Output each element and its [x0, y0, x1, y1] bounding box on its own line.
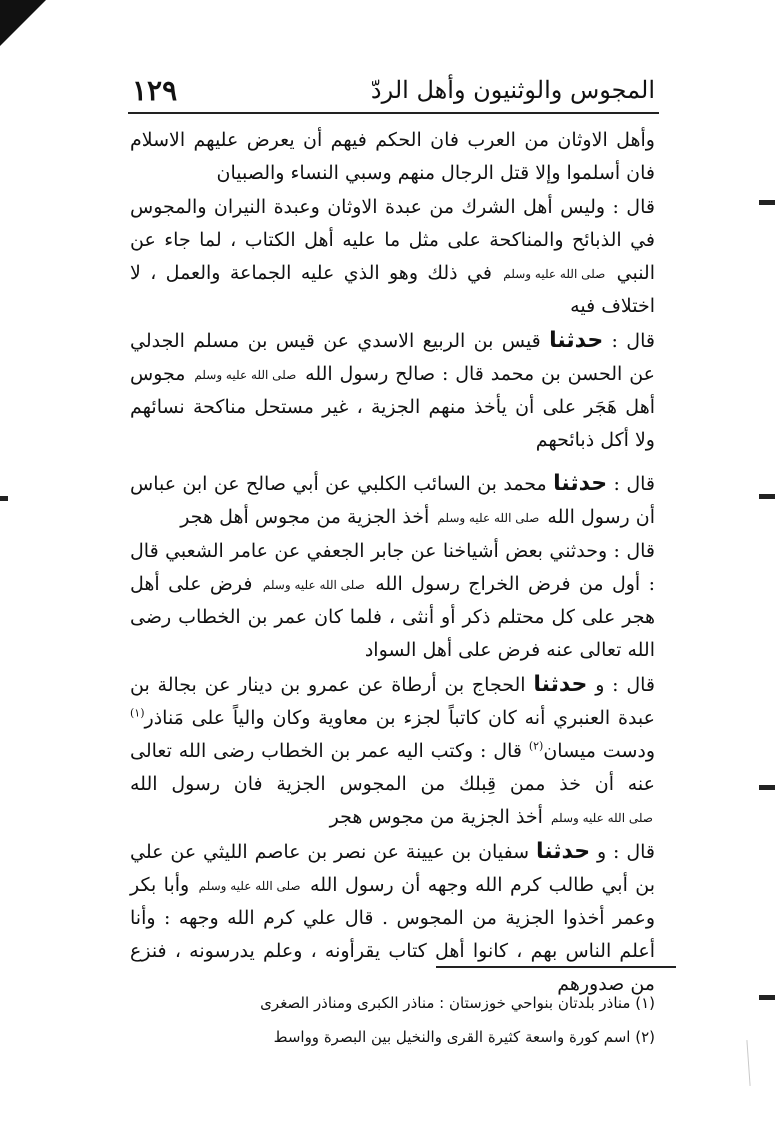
text-run: وأهل الاوثان من العرب فان الحكم فيهم أن يعرض عليهم الاسلام فان أسلموا وإلا قتل الرجال منهم وسبي النساء والصبيان	[130, 129, 655, 184]
text-run: قال : وكتب اليه عمر بن الخطاب رضى الله تعالى عنه أن خذ ممن قِبلك من المجوس الجزية فان رسول الله	[130, 740, 656, 795]
hadith-keyword: حدثنا	[533, 672, 588, 697]
paragraph	[130, 467, 655, 534]
text-run: أخذ الجزية من مجوس هجر	[329, 806, 549, 828]
salutation-ligature: صلى الله عليه وسلم	[503, 267, 606, 281]
scan-corner-mark	[0, 0, 46, 46]
text-run: أخذ الجزية من مجوس أهل هجر	[180, 506, 436, 528]
footnote-1: (١) مناذر بلدتان بنواحي خوزستان : مناذر الكبرى ومناذر الصغرى	[260, 994, 655, 1012]
text-run: ودست ميسان	[543, 740, 656, 762]
paragraph	[130, 191, 655, 323]
text-run: في ذلك وهو الذي عليه الجماعة والعمل ، لا اختلاف فيه	[130, 262, 655, 317]
text-run: قال :	[607, 473, 655, 495]
margin-mark	[759, 785, 775, 790]
footnote-rule	[436, 966, 676, 968]
text-run: الحجاج بن أرطاة عن عمرو بن دينار عن بجالة بن عبدة العنبري أنه كان كاتباً لجزء بن معاوية وكان والياً على مَناذر	[130, 674, 655, 729]
footnotes	[250, 986, 655, 1054]
scan-scratch	[746, 1040, 750, 1086]
paragraph	[130, 535, 655, 667]
hadith-keyword: حدثنا	[536, 839, 591, 864]
salutation-ligature: صلى الله عليه وسلم	[437, 511, 540, 525]
margin-mark	[0, 496, 8, 501]
paragraph	[130, 324, 655, 457]
salutation-ligature: صلى الله عليه وسلم	[194, 368, 297, 382]
text-run: قال : و	[587, 674, 656, 696]
margin-mark	[759, 995, 775, 1000]
salutation-ligature: صلى الله عليه وسلم	[198, 879, 301, 893]
page-header	[132, 70, 655, 110]
salutation-ligature: صلى الله عليه وسلم	[262, 578, 365, 592]
main-text	[130, 124, 655, 1002]
paragraph	[130, 835, 655, 1001]
text-run: سفيان بن عيينة عن نصر بن عاصم الليثي عن علي بن أبي طالب كرم الله وجهه أن رسول الله	[130, 841, 656, 896]
text-run: قيس بن الربيع الاسدي عن قيس بن مسلم الجدلي عن الحسن بن محمد قال : صالح رسول الله	[130, 330, 655, 385]
salutation-ligature: صلى الله عليه وسلم	[551, 811, 653, 825]
text-run: قال : و	[590, 841, 655, 863]
text-run: مجوس أهل هَجَر على أن يأخذ منهم الجزية ، غير مستحل مناكحة نسائهم ولا أكل ذبائحهم	[130, 363, 655, 451]
text-run: قال : وحدثني بعض أشياخنا عن جابر الجعفي عن عامر الشعبي قال : أول من فرض الخراج رسول الله	[130, 540, 655, 595]
hadith-keyword: حدثنا	[553, 471, 608, 496]
header-rule	[128, 112, 659, 114]
paragraph	[130, 124, 655, 190]
footnote-ref: (١)	[130, 706, 145, 720]
hadith-keyword: حدثنا	[549, 328, 604, 353]
text-run: فرض على أهل هجر على كل محتلم ذكر أو أنثى ، فلما كان عمر بن الخطاب رضى الله تعالى عنه فرض على أهل السواد	[130, 573, 655, 661]
text-run: قال : وليس أهل الشرك من عبدة الاوثان وعبدة النيران والمجوس في الذبائح والمناكحة على مثل ما عليه أهل الكتاب ، لما جاء عن النبي	[130, 196, 655, 284]
running-title: المجوس والوثنيون وأهل الردّ	[370, 76, 655, 104]
paragraph	[130, 668, 655, 834]
footnote-2: (٢) اسم كورة واسعة كثيرة القرى والنخيل بين البصرة وواسط	[273, 1028, 655, 1046]
text-run: قال :	[603, 330, 655, 352]
footnote-ref: (٢)	[528, 739, 544, 753]
text-run: محمد بن السائب الكلبي عن أبي صالح عن ابن عباس أن رسول الله	[130, 473, 655, 528]
margin-mark	[759, 200, 775, 205]
page-number: ١٢٩	[132, 73, 178, 107]
text-run: وأبا بكر وعمر أخذوا الجزية من المجوس . قال علي كرم الله وجهه : وأنا أعلم الناس بهم ، كانوا أهل كتاب يقرأونه ، وعلم يدرسونه ، فنزع من صدورهم	[130, 874, 655, 995]
margin-mark	[759, 494, 775, 499]
